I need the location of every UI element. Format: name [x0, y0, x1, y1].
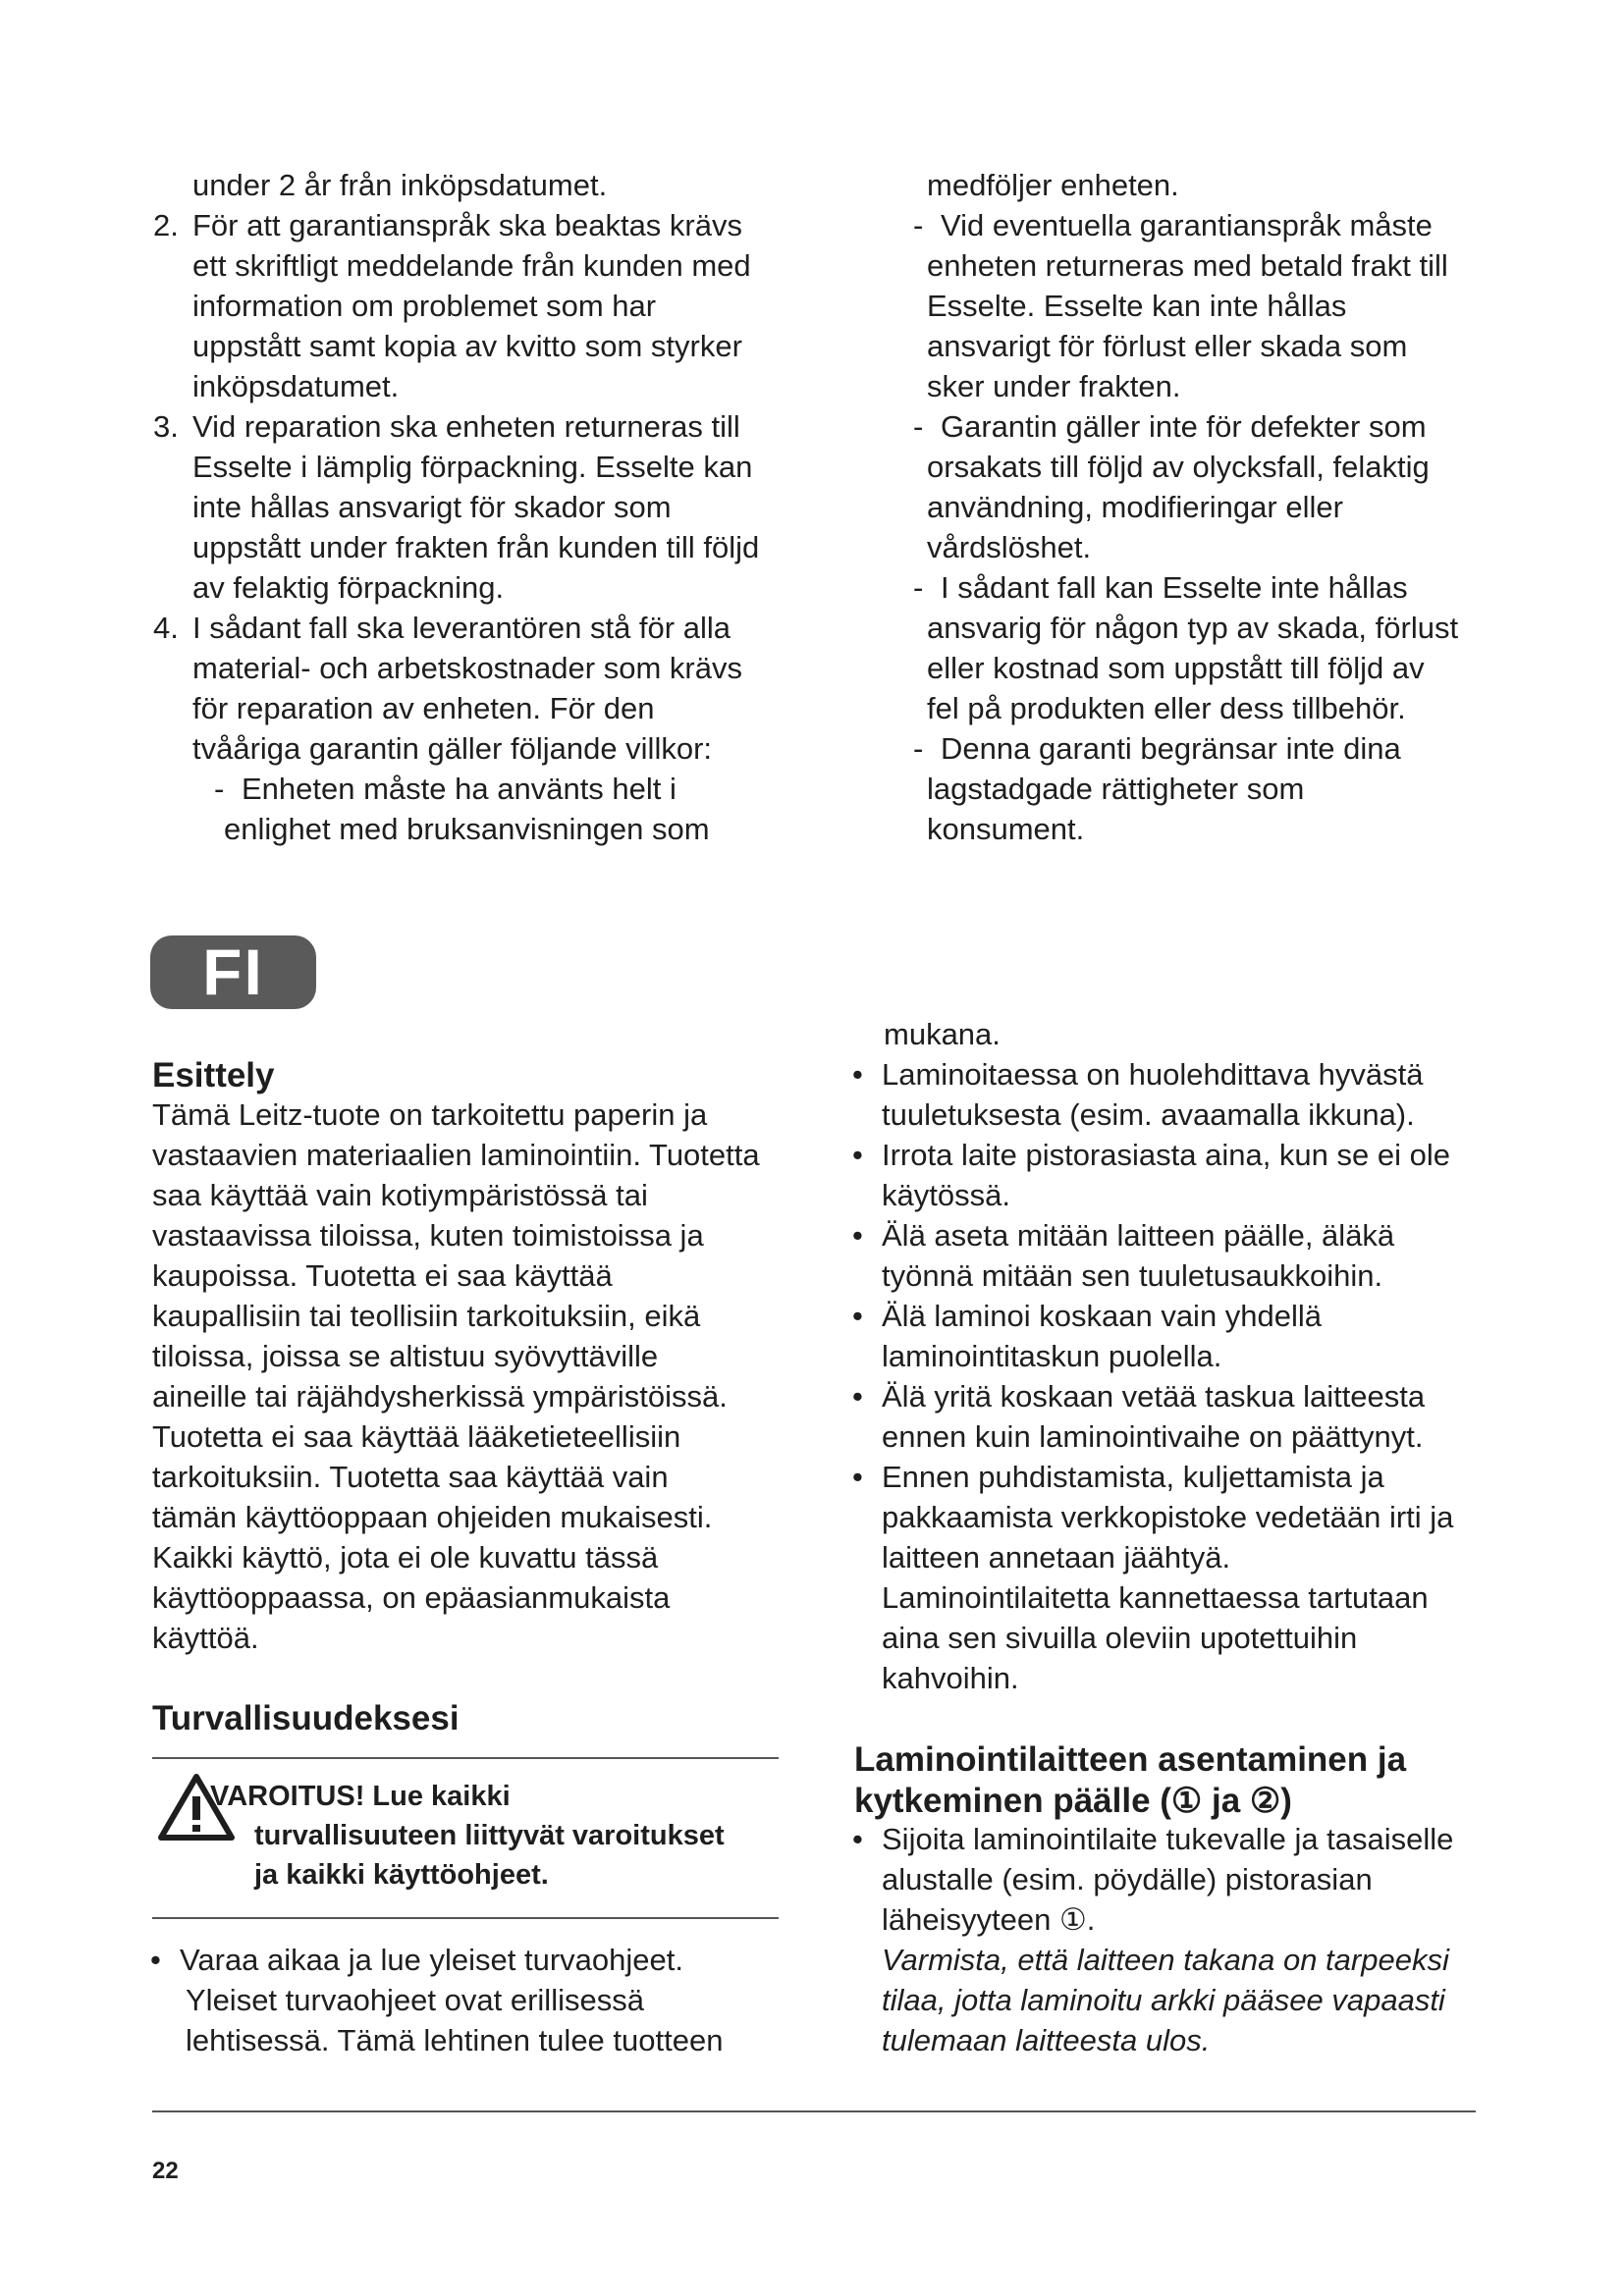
top-right-first-line: medföljer enheten.	[927, 168, 1179, 202]
list-number: 3.	[153, 409, 179, 444]
list-item: • Älä aseta mitään laitteen päälle, äläkä työnnä mitään sen tuuletusaukkoihin.	[852, 1218, 1395, 1293]
footer-divider	[152, 2110, 1476, 2112]
list-item: - Vid eventuella garantianspråk måste enheten returneras med betald frakt till Esselte. Esselte kan inte hållas ansvarigt för förlust eller skada som sker under frakten.	[913, 208, 1448, 403]
top-right-column	[913, 165, 1458, 849]
section-heading-turvallisuudeksesi: Turvallisuudeksesi	[152, 1699, 460, 1737]
right-first-line: mukana.	[884, 1017, 1001, 1051]
intro-paragraph: Tämä Leitz-tuote on tarkoitettu paperin ja vastaavien materiaalien laminointiin. Tuotetta saa käyttää vain kotiympäristössä tai vastaavissa tiloissa, kuten toimistoissa ja kaupoissa. Tuotetta ei saa käyttää kaupallisiin tai teollisiin tarkoituksiin, eikä tiloissa, joissa se altistuu syövyttäville aineille tai räjähdysherkissä ympäristöissä. Tuotetta ei saa käyttää lääketieteellisiin tarkoituksiin. Tuotetta saa käyttää vain tämän käyttöoppaan ohjeiden mukaisesti. Kaikki käyttö, jota ei ole kuvattu tässä käyttöoppaassa, on epäasianmukaista käyttöä.	[152, 1097, 760, 1655]
divider	[152, 1917, 779, 1919]
list-number: 2.	[153, 208, 179, 242]
list-item: 4. I sådant fall ska leverantören stå för alla material- och arbetskostnader som krävs för reparation av enheten. För den tvååriga garantin gäller följande villkor:	[153, 608, 759, 769]
sub-list-item: - Enheten måste ha använts helt i enlighet med bruksanvisningen som	[214, 772, 710, 846]
right-column	[852, 1014, 1454, 1698]
list-item: • Älä yritä koskaan vetää taskua laitteesta ennen kuin laminointivaihe on päättynyt.	[852, 1379, 1426, 1454]
page-number: 22	[152, 2158, 179, 2184]
top-left-first-line: under 2 år från inköpsdatumet.	[192, 168, 608, 202]
warning-text: VAROITUS! Lue kaikki turvallisuuteen liittyvät varoitukset ja kaikki käyttöohjeet.	[210, 1781, 725, 1891]
list-item: 2. För att garantianspråk ska beaktas krävs ett skriftligt meddelande från kunden med information om problemet som har uppstått samt kopia av kvitto som styrker inköpsdatumet.	[153, 205, 759, 406]
list-item: - Denna garanti begränsar inte dina lagstadgade rättigheter som konsument.	[913, 731, 1401, 846]
list-item: • Älä laminoi koskaan vain yhdellä laminointitaskun puolella.	[852, 1299, 1323, 1373]
list-number: 4.	[153, 611, 179, 645]
divider	[152, 1757, 779, 1759]
section-heading-esittely: Esittely	[152, 1056, 275, 1095]
list-item: - Garantin gäller inte för defekter som orsakats till följd av olycksfall, felaktig användning, modifieringar eller vårdslöshet.	[913, 409, 1430, 564]
top-left-column	[153, 165, 759, 849]
left-column	[152, 1055, 760, 1658]
list-item: 3. Vid reparation ska enheten returneras till Esselte i lämplig förpackning. Esselte kan inte hållas ansvarigt för skador som uppstått under frakten från kunden till följd av felaktig förpackning.	[153, 406, 759, 608]
list-item: • Irrota laite pistorasiasta aina, kun se ei ole käytössä.	[852, 1138, 1450, 1212]
setup-bullet: • Sijoita laminointilaite tukevalle ja tasaiselle alustalle (esim. pöydälle) pistorasian läheisyyteen ①. Varmista, että laitteen takana on tarpeeksi tilaa, jotta laminoitu arkki pääsee vapaasti tulemaan laitteesta ulos.	[852, 1822, 1454, 2057]
list-item: - I sådant fall kan Esselte inte hållas ansvarig för någon typ av skada, förlust eller kostnad som uppstått till följd av fel på produkten eller dess tillbehör.	[913, 570, 1459, 725]
safety-bullet: • Varaa aikaa ja lue yleiset turvaohjeet. Yleiset turvaohjeet ovat erillisessä lehtisessä. Tämä lehtinen tulee tuotteen	[150, 1943, 724, 2057]
list-item: • Laminoitaessa on huolehdittava hyvästä tuuletuksesta (esim. avaamalla ikkuna).	[852, 1057, 1424, 1132]
section-heading-asentaminen: Laminointilaitteen asentaminen ja kytkeminen päälle (① ja ②)	[854, 1740, 1407, 1820]
language-badge: FI	[150, 935, 316, 1009]
list-item: • Ennen puhdistamista, kuljettamista ja pakkaamista verkkopistoke vedetään irti ja laitteen annetaan jäähtyä. Laminointilaitetta kannettaessa tartutaan aina sen sivuilla oleviin upotettuihin kahvoihin.	[852, 1460, 1454, 1695]
